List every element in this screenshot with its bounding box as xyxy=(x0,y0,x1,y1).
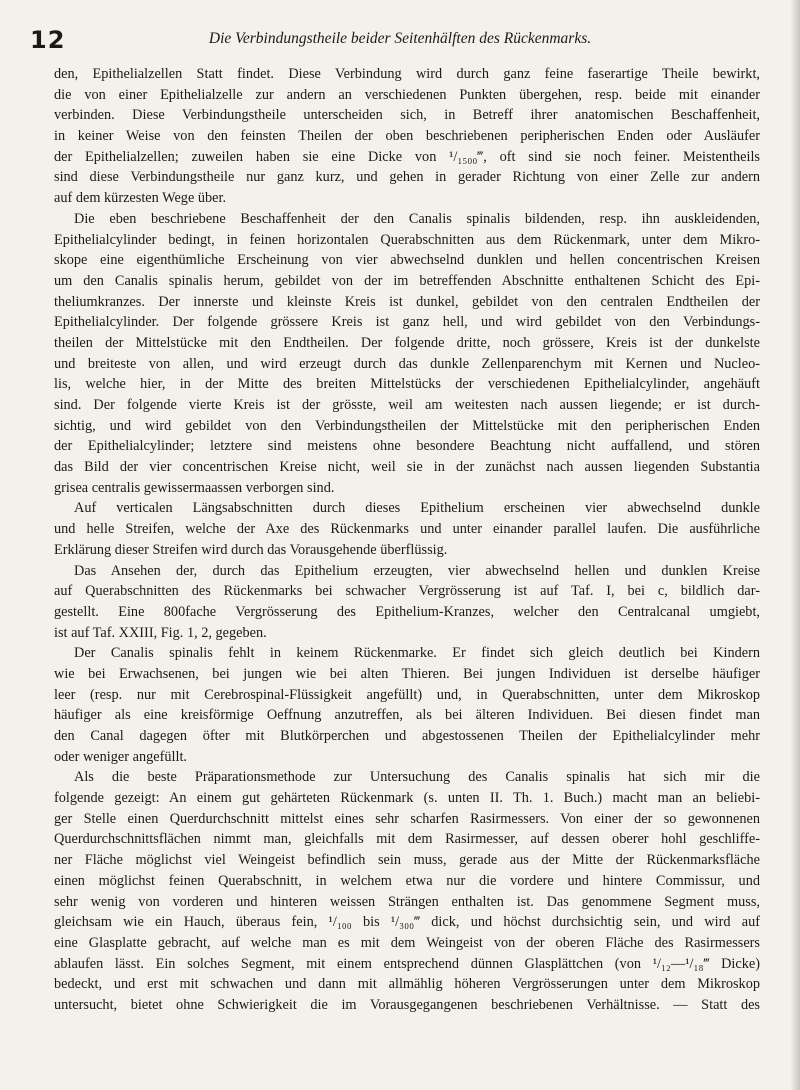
text-line: grisea centralis gewissermaassen verborgen sind. xyxy=(54,479,335,496)
text-line: um den Canalis spinalis herum, gebildet von der im betreffenden Abschnitte enthaltenen Schicht des Epi- xyxy=(54,272,760,289)
text-line: Querdurchschnittsflächen nimmt man, gleichfalls mit dem Rasirmesser, auf dessen oberer hohl geschliffe- xyxy=(54,831,760,848)
text-line: Die eben beschriebene Beschaffenheit der den Canalis spinalis bildenden, resp. ihn auskleidenden, xyxy=(74,210,760,227)
running-head: Die Verbindungstheile beider Seitenhälften des Rückenmarks. xyxy=(208,30,592,47)
text-line: Epithelialcylinder. Der folgende grössere Kreis ist ganz hell, und wird gebildet von den Verbindungs- xyxy=(54,314,760,331)
text-line: der Epithelialzellen; zuweilen haben sie eine Dicke von ¹/₁₅₀₀‴, oft sind sie noch feiner. Meistentheils xyxy=(54,148,760,165)
text-line: das Bild der vier concentrischen Kreise nicht, weil sie in der zunächst nach aussen liegenden Substantia xyxy=(54,459,760,476)
text-line: und helle Streifen, welche der Axe des Rückenmarks und unter einander parallel laufen. Die ausführliche xyxy=(54,521,760,538)
text-line: ablaufen lässt. Ein solches Segment, mit einem entsprechend dünnen Glasplättchen (von ¹/₁₂—¹/₁₈‴ Dicke) xyxy=(54,955,760,972)
text-line: ner Fläche möglichst viel Weingeist befindlich sein muss, gerade aus der Mitte der Rückenmarksfläche xyxy=(54,852,760,869)
text-line: gestellt. Eine 800fache Vergrösserung des Epithelium-Kranzes, welcher den Centralcanal umgiebt, xyxy=(54,603,760,620)
text-line: sichtig, und wird gebildet von den Verbindungstheilen der Mittelstücke mit den peripherischen Enden xyxy=(54,417,760,434)
text-line: Epithelialcylinder bedingt, in feinen horizontalen Querabschnitten aus dem Rückenmark, unter dem Mikro- xyxy=(54,231,760,248)
text-line: lis, welche hier, in der Mitte des breiten Mittelstücks der verschiedenen Epithelialcylinder, angehäuft xyxy=(54,376,760,393)
text-line: gleichsam wie ein Hauch, überaus fein, ¹/₁₀₀ bis ¹/₃₀₀‴ dick, und höchst durchsichtig sein, und wird auf xyxy=(54,914,760,931)
text-line: auf dem kürzesten Wege über. xyxy=(54,190,227,207)
text-line: den Canal dagegen öfter mit Blutkörperchen und abgestossenen Theilen der Epithelialcylinder mehr xyxy=(54,728,760,744)
page-number: 12 xyxy=(30,26,66,54)
body-text xyxy=(54,64,760,1016)
text-line: skope eine eigenthümliche Erscheinung von vier abwechselnd dunklen und hellen concentrischen Kreisen xyxy=(54,252,760,269)
text-line: Erklärung dieser Streifen wird durch das Vorausgehende überflüssig. xyxy=(54,541,448,558)
text-line: theliumkranzes. Der innerste und kleinste Kreis ist dunkel, gebildet von den centralen Endtheilen der xyxy=(54,293,760,310)
text-line: Das Ansehen der, durch das Epithelium erzeugten, vier abwechselnd hellen und dunklen Kreise xyxy=(74,562,760,579)
page-header xyxy=(30,26,770,56)
text-line: leer (resp. nur mit Cerebrospinal-Flüssigkeit angefüllt) und, in Querabschnitten, unter dem Mikroskop xyxy=(54,686,760,703)
text-line: eine Glasplatte gebracht, auf welche man es mit dem Weingeist von der oberen Fläche des Rasirmessers xyxy=(54,934,760,951)
text-line: ger Stelle einen Querdurchschnitt mittelst eines sehr scharfen Rasirmessers. Von einer der so gewonnenen xyxy=(54,810,760,827)
text-line: einen möglichst feinen Querabschnitt, in welchem etwa nur die vordere und hintere Commissur, und xyxy=(54,872,760,889)
text-line: der Epithelialcylinder; letztere sind meistens ohne besondere Beachtung nicht auffallend, und stören xyxy=(54,438,760,455)
text-line: ist auf Taf. XXIII, Fig. 1, 2, gegeben. xyxy=(54,624,267,641)
text-line: sehr wenig von vorderen und hinteren weissen Strängen enthalten ist. Das genommene Segment muss, xyxy=(54,893,760,910)
text-line: verbinden. Diese Verbindungstheile unterscheiden sich, in Betreff ihrer anatomischen Beschaffenheit, xyxy=(54,107,760,124)
text-line: in keiner Weise von den feinsten Theilen der oben beschriebenen peripherischen Enden oder Ausläufer xyxy=(54,128,760,145)
text-line: sind. Der folgende vierte Kreis ist der grösste, weil am weitesten nach aussen liegende; er ist durch- xyxy=(54,397,760,413)
text-line: den, Epithelialzellen Statt findet. Diese Verbindung wird durch ganz feine faserartige Theile bewirkt, xyxy=(54,66,760,82)
text-line: Der Canalis spinalis fehlt in keinem Rückenmarke. Er findet sich gleich deutlich bei Kindern xyxy=(74,645,760,662)
text-line: wie bei Erwachsenen, bei jungen wie bei alten Thieren. Bei jungen Individuen ist derselbe häufiger xyxy=(54,665,760,682)
text-line: oder weniger angefüllt. xyxy=(54,748,187,765)
text-line: Auf verticalen Längsabschnitten durch dieses Epithelium erscheinen vier abwechselnd dunkle xyxy=(74,500,760,517)
text-line: die von einer Epithelialzelle zur andern an verschiedenen Punkten übergehen, resp. beide mit einander xyxy=(54,86,760,103)
text-line: bedeckt, und erst mit schwachen und dann mit allmählig höheren Vergrösserungen unter dem Mikroskop xyxy=(54,976,760,993)
text-line: untersucht, bietet ohne Schwierigkeit die im Vorausgegangenen beschriebenen Verhältnisse. — Statt des xyxy=(54,996,760,1013)
page-edge-shadow xyxy=(790,0,800,1090)
text-line: sind diese Verbindungstheile nur ganz kurz, und gehen in gerader Richtung von einer Zelle zur andern xyxy=(54,169,760,186)
text-line: und breiteste von allen, und wird erzeugt durch das dunkle Zellenparenchym mit Kernen und Nucleo- xyxy=(54,355,760,372)
text-line: theilen der Mittelstücke mit den Endtheilen. Der folgende dritte, noch grössere, Kreis ist der dunkelste xyxy=(54,334,760,351)
text-line: häufiger als eine kreisförmige Oeffnung anzutreffen, als bei älteren Individuen. Bei diesen findet man xyxy=(54,707,760,724)
text-line: auf Querabschnitten des Rückenmarks bei schwacher Vergrösserung ist auf Taf. I, bei c, bildlich dar- xyxy=(54,583,760,600)
text-line: Als die beste Präparationsmethode zur Untersuchung des Canalis spinalis hat sich mir die xyxy=(74,769,760,786)
text-line: folgende gezeigt: An einem gut gehärteten Rückenmark (s. unten II. Th. 1. Buch.) macht man an beliebi- xyxy=(54,790,760,807)
